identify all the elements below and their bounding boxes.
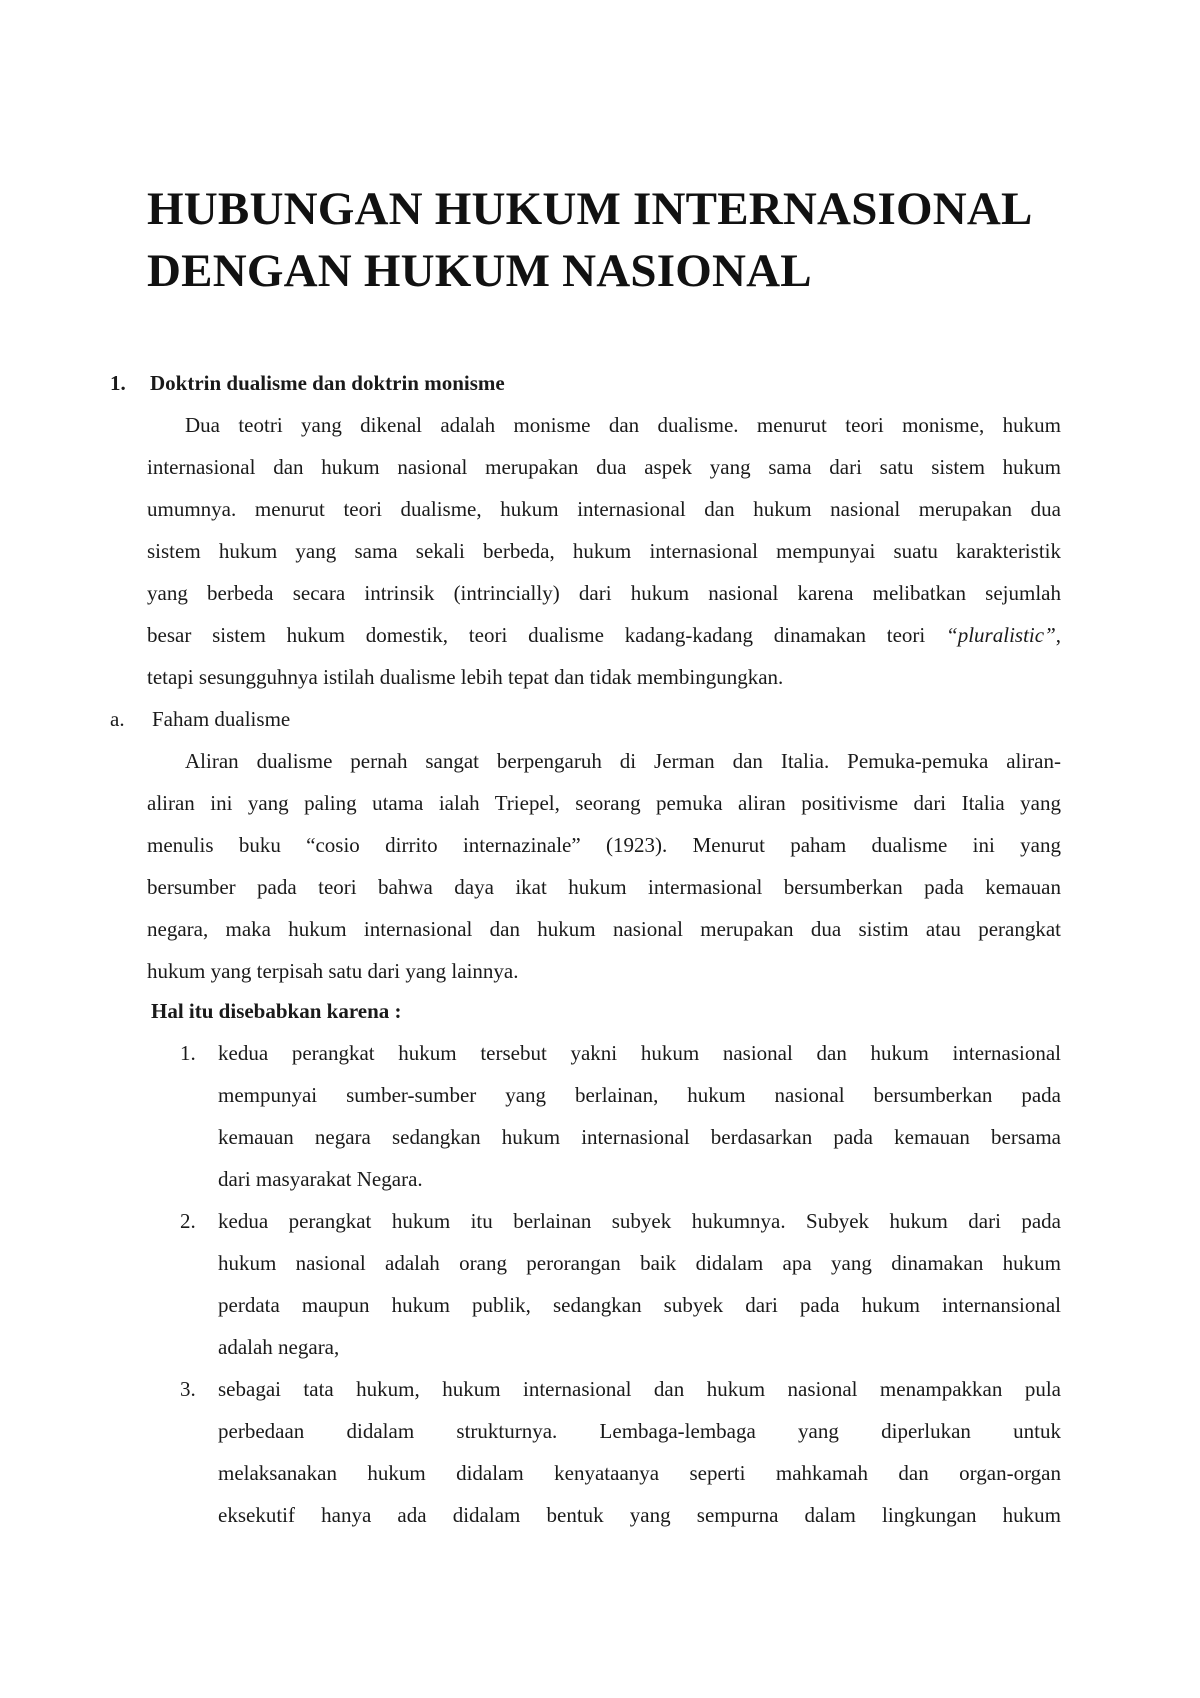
paragraph-line: bersumber pada teori bahwa daya ikat hukum intermasional bersumberkan pada kemauan [147,875,1061,899]
paragraph-line: yang berbeda secara intrinsik (intrincially) dari hukum nasional karena melibatkan sejumlah [147,581,1061,605]
paragraph-line [147,614,1061,656]
list-item-text [218,1200,1061,1368]
list-item-line: mempunyai sumber-sumber yang berlainan, hukum nasional bersumberkan pada [218,1083,1061,1107]
list-item-number: 2. [180,1209,196,1233]
list-item-number: 1. [180,1041,196,1065]
list-item-line: kedua perangkat hukum itu berlainan subyek hukumnya. Subyek hukum dari pada [218,1209,1061,1233]
paragraph-text: besar sistem hukum domestik, teori dualisme kadang-kadang dinamakan teori [147,623,947,647]
section-1-heading [110,362,505,404]
subsection-a-heading [110,698,290,740]
list-item-text [218,1032,1061,1200]
paragraph-line: aliran ini yang paling utama ialah Triepel, seorang pemuka aliran positivisme dari Italia yang [147,791,1061,815]
paragraph-line: negara, maka hukum internasional dan hukum nasional merupakan dua sistim atau perangkat [147,917,1061,941]
paragraph-text: , [1055,623,1061,647]
paragraph-line: menulis buku “cosio dirrito internazinale” (1923). Menurut paham dualisme ini yang [147,833,1061,857]
list-item [180,1032,1061,1200]
pluralistic-term: “pluralistic” [946,623,1056,647]
section-1-title: Doktrin dualisme dan doktrin monisme [150,371,505,395]
section-1-number: 1. [110,371,126,395]
paragraph-line: sistem hukum yang sama sekali berbeda, hukum internasional mempunyai suatu karakteristik [147,539,1061,563]
section-1-paragraph [147,404,1061,698]
list-item [180,1200,1061,1368]
list-item-line: melaksanakan hukum didalam kenyataanya seperti mahkamah dan organ-organ [218,1461,1061,1485]
list-item-line: kemauan negara sedangkan hukum internasional berdasarkan pada kemauan bersama [218,1125,1061,1149]
subsection-a-marker: a. [110,707,125,731]
list-item [180,1368,1061,1536]
title-line-2: DENGAN HUKUM NASIONAL [147,245,812,297]
subsection-a-paragraph [147,740,1061,992]
title-line-1: HUBUNGAN HUKUM INTERNASIONAL [147,183,1033,235]
paragraph-line: hukum yang terpisah satu dari yang lainnya. [147,959,519,983]
paragraph-line: internasional dan hukum nasional merupakan dua aspek yang sama dari satu sistem hukum [147,455,1061,479]
paragraph-line: tetapi sesungguhnya istilah dualisme lebih tepat dan tidak membingungkan. [147,665,784,689]
document-title [147,178,1127,302]
paragraph-line: Dua teotri yang dikenal adalah monisme dan dualisme. menurut teori monisme, hukum [185,413,1061,437]
causes-heading: Hal itu disebabkan karena : [151,999,402,1023]
subsection-a-title: Faham dualisme [152,707,291,731]
paragraph-line: Aliran dualisme pernah sangat berpengaruh di Jerman dan Italia. Pemuka-pemuka aliran- [185,749,1061,773]
list-item-line: sebagai tata hukum, hukum internasional dan hukum nasional menampakkan pula [218,1377,1061,1401]
list-item-line: hukum nasional adalah orang perorangan baik didalam apa yang dinamakan hukum [218,1251,1061,1275]
list-item-line: eksekutif hanya ada didalam bentuk yang sempurna dalam lingkungan hukum [218,1503,1061,1527]
paragraph-line: umumnya. menurut teori dualisme, hukum internasional dan hukum nasional merupakan dua [147,497,1061,521]
list-item-line: perdata maupun hukum publik, sedangkan subyek dari pada hukum internansional [218,1293,1061,1317]
list-item-line: kedua perangkat hukum tersebut yakni hukum nasional dan hukum internasional [218,1041,1061,1065]
list-item-number: 3. [180,1377,196,1401]
list-item-line: perbedaan didalam strukturnya. Lembaga-lembaga yang diperlukan untuk [218,1419,1061,1443]
list-item-text [218,1368,1061,1536]
list-item-line: dari masyarakat Negara. [218,1167,423,1191]
list-item-line: adalah negara, [218,1335,340,1359]
